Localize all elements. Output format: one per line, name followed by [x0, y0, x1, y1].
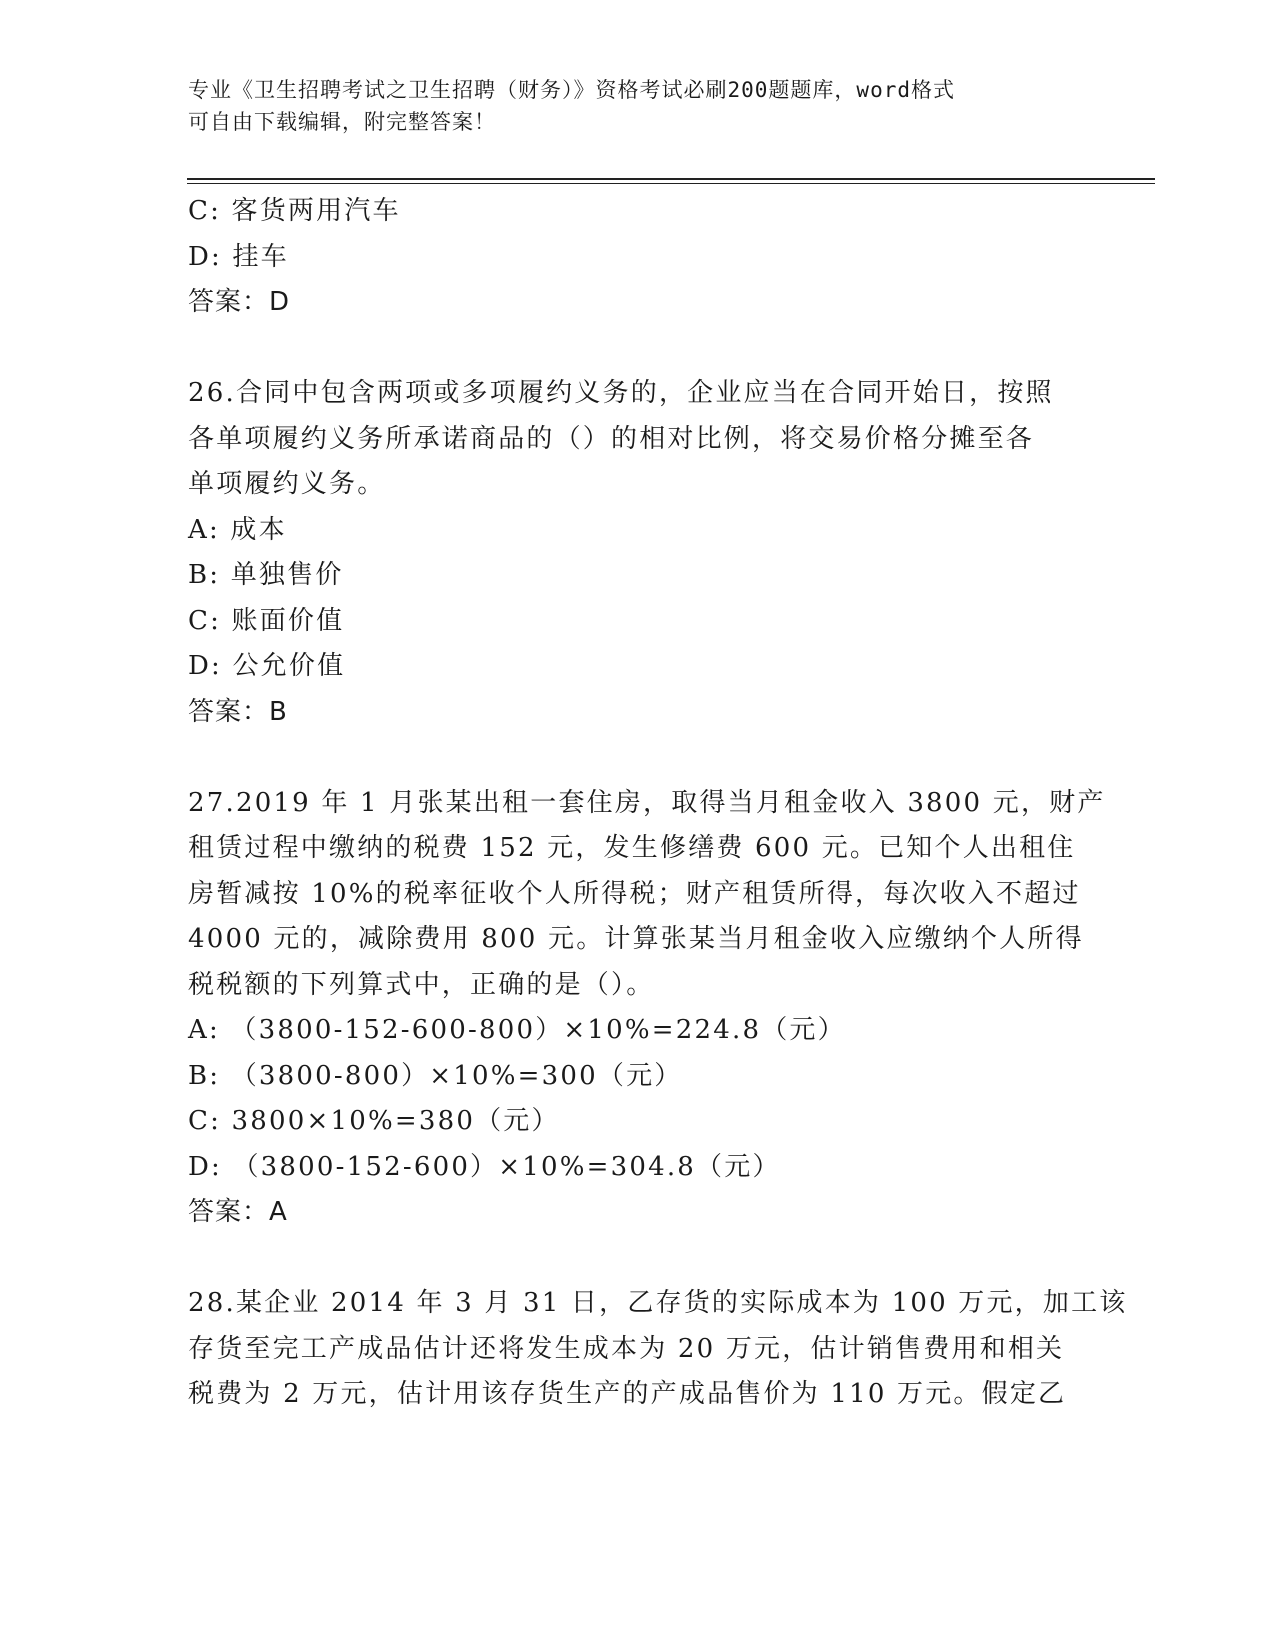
spacer: [188, 735, 1088, 781]
question-26: [188, 371, 1088, 735]
question-stem-line: 存货至完工产成品估计还将发生成本为 20 万元，估计销售费用和相关: [188, 1333, 1065, 1364]
option-a: A: 成本: [188, 514, 287, 545]
option-c: C: 客货两用汽车: [188, 196, 401, 226]
question-stem-line: 各单项履约义务所承诺商品的（）的相对比例，将交易价格分摊至各: [188, 423, 1035, 454]
document-header: [188, 74, 1088, 138]
question-stem-line: 单项履约义务。: [188, 469, 386, 499]
document-body: [188, 189, 1128, 1418]
answer-label: 答案：D: [188, 287, 291, 317]
option-d: D: 挂车: [188, 241, 289, 272]
spacer: [188, 1236, 1088, 1282]
question-stem-line: 税费为 2 万元，估计用该存货生产的产成品售价为 110 万元。假定乙: [188, 1379, 1067, 1409]
option-d: D: （3800-152-600）×10%=304.8（元）: [188, 1151, 781, 1182]
header-rule-thick: [187, 178, 1155, 180]
question-stem-line: 4000 元的，减除费用 800 元。计算张某当月租金收入应缴纳个人所得: [188, 924, 1084, 954]
answer-label: 答案：B: [188, 696, 288, 727]
question-stem-line: 28.某企业 2014 年 3 月 31 日，乙存货的实际成本为 100 万元，加工该: [188, 1288, 1128, 1318]
header-line-2: 可自由下载编辑，附完整答案！: [188, 110, 496, 134]
header-rule-thin: [187, 183, 1155, 184]
option-b: B: （3800-800）×10%=300（元）: [188, 1060, 683, 1091]
option-a: A: （3800-152-600-800）×10%=224.8（元）: [188, 1015, 846, 1045]
question-stem-line: 税税额的下列算式中，正确的是（）。: [188, 969, 655, 1000]
spacer: [188, 326, 1088, 372]
option-d: D: 公允价值: [188, 651, 346, 681]
question-25-tail: [188, 189, 1088, 326]
answer-label: 答案：A: [188, 1197, 288, 1227]
option-c: C: 账面价值: [188, 605, 345, 636]
question-stem-line: 26.合同中包含两项或多项履约义务的，企业应当在合同开始日，按照: [188, 378, 1054, 408]
question-stem-line: 房暂减按 10%的税率征收个人所得税；财产租赁所得，每次收入不超过: [188, 878, 1081, 909]
question-28: [188, 1281, 1128, 1418]
question-stem-line: 租赁过程中缴纳的税费 152 元，发生修缮费 600 元。已知个人出租住: [188, 833, 1076, 863]
option-b: B: 单独售价: [188, 560, 344, 590]
question-27: [188, 781, 1106, 1236]
question-stem-line: 27.2019 年 1 月张某出租一套住房，取得当月租金收入 3800 元，财产: [188, 787, 1106, 818]
header-line-1: 专业《卫生招聘考试之卫生招聘（财务）》资格考试必刷200题题库，word格式: [188, 78, 955, 102]
option-c: C: 3800×10%=380（元）: [188, 1106, 560, 1136]
